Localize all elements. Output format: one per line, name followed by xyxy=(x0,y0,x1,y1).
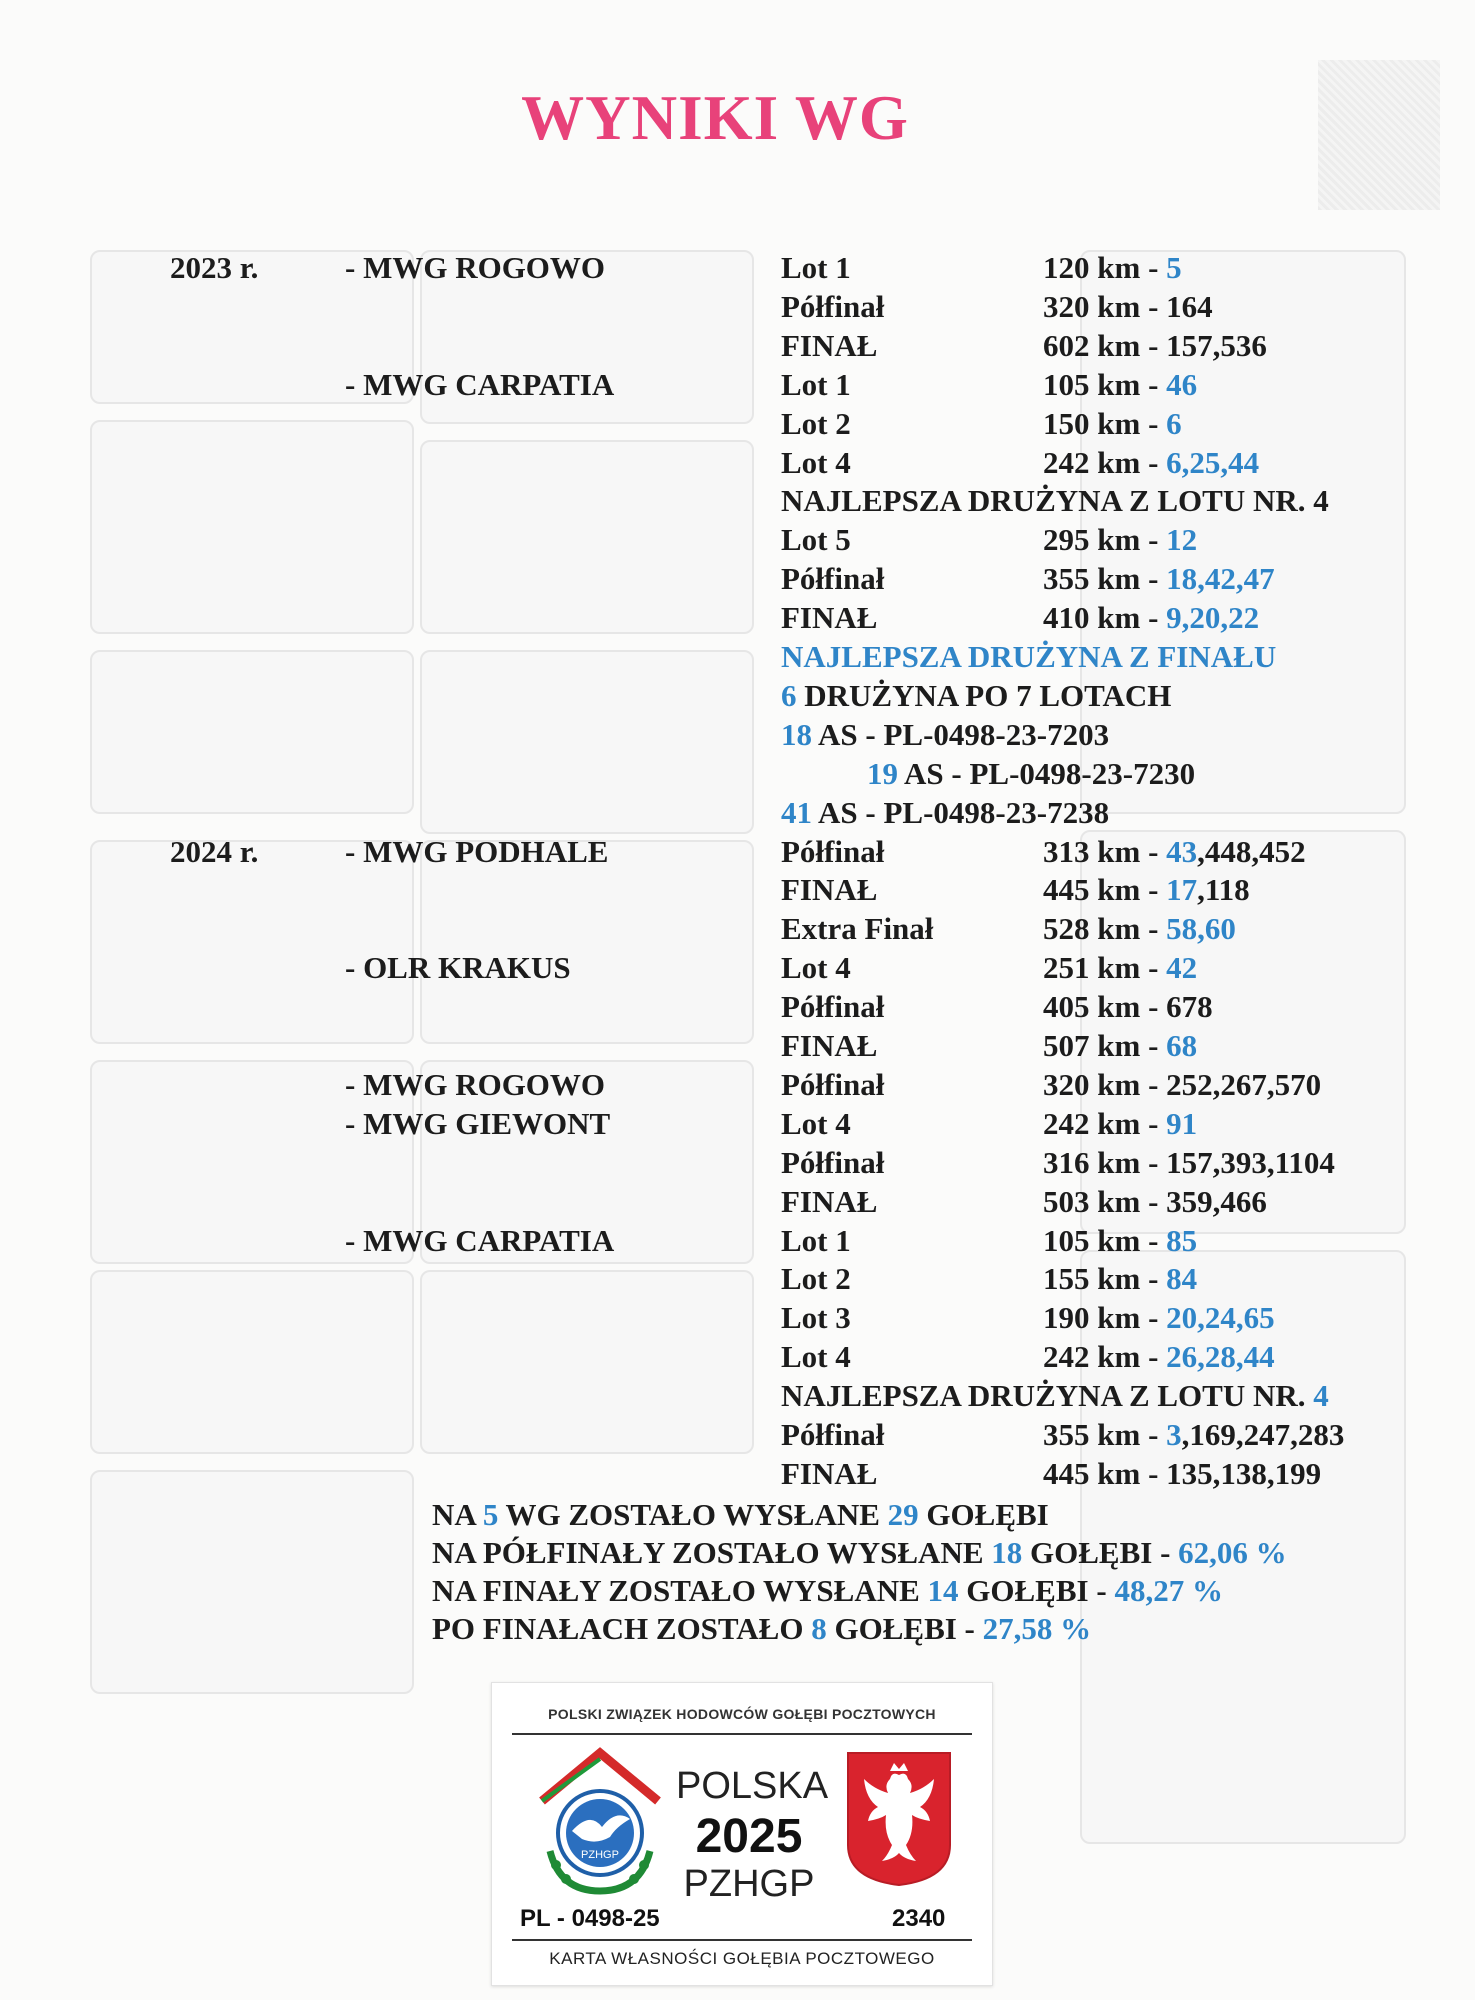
summary-text: NA FINAŁY ZOSTAŁO WYSŁANE xyxy=(432,1573,928,1608)
result-distance: 120 km - 5 xyxy=(1043,250,1182,285)
result-positions: 5 xyxy=(1166,250,1182,285)
summary-text: GOŁĘBI - xyxy=(958,1573,1115,1608)
pzhgp-logo-icon xyxy=(530,1741,670,1903)
result-positions: 84 xyxy=(1166,1261,1198,1296)
result-flight: Lot 4 xyxy=(781,950,851,985)
result-ace-position: 18 xyxy=(781,717,812,752)
result-distance: 602 km - 157,536 xyxy=(1043,328,1267,363)
result-flight: Lot 2 xyxy=(781,406,851,441)
card-footer: KARTA WŁASNOŚCI GOŁĘBIA POCZTOWEGO xyxy=(512,1939,972,1977)
result-ace xyxy=(781,795,1109,831)
summary-line xyxy=(432,1497,1049,1533)
summary-text: WG ZOSTAŁO WYSŁANE xyxy=(498,1497,888,1532)
result-flight: FINAŁ xyxy=(781,328,878,363)
result-positions: 359,466 xyxy=(1166,1184,1267,1219)
result-positions: 164 xyxy=(1166,289,1213,324)
result-note: NAJLEPSZA DRUŻYNA Z LOTU NR. 4 xyxy=(781,1378,1329,1413)
result-flight: Lot 4 xyxy=(781,1339,851,1374)
result-flight: FINAŁ xyxy=(781,1184,878,1219)
summary-value: 5 xyxy=(482,1497,499,1532)
result-positions: 91 xyxy=(1166,1106,1198,1141)
summary-value: 62,06 % xyxy=(1178,1535,1287,1570)
background-box xyxy=(90,1270,414,1454)
result-ace-text: AS - PL-0498-23-7238 xyxy=(812,795,1110,830)
background-box xyxy=(420,440,754,634)
background-box xyxy=(90,420,414,634)
result-year: 2024 r. xyxy=(170,834,259,869)
result-positions: 17 xyxy=(1166,872,1198,907)
card-serial-number: 2340 xyxy=(892,1905,946,1932)
summary-text: GOŁĘBI - xyxy=(826,1611,983,1646)
summary-line xyxy=(432,1535,1287,1571)
card-year: 2025 xyxy=(695,1810,803,1863)
ownership-card xyxy=(491,1682,993,1986)
result-positions: 157,536 xyxy=(1166,328,1267,363)
result-positions: 26,28,44 xyxy=(1166,1339,1275,1374)
summary-text: GOŁĘBI xyxy=(918,1497,1049,1532)
result-distance: 503 km - 359,466 xyxy=(1043,1184,1267,1219)
summary-value: 48,27 % xyxy=(1114,1573,1223,1608)
result-flight: Półfinał xyxy=(781,561,885,596)
result-distance: 507 km - 68 xyxy=(1043,1028,1198,1063)
summary-line xyxy=(432,1611,1091,1647)
result-flight: Lot 5 xyxy=(781,522,851,557)
page-title: WYNIKI WG xyxy=(521,83,909,153)
result-distance: 410 km - 9,20,22 xyxy=(1043,600,1260,635)
result-distance: 355 km - 18,42,47 xyxy=(1043,561,1275,596)
result-flight: Półfinał xyxy=(781,1067,885,1102)
result-distance: 355 km - 3,169,247,283 xyxy=(1043,1417,1345,1452)
summary-text: NA xyxy=(432,1497,483,1532)
result-organization: - MWG ROGOWO xyxy=(345,250,606,285)
summary-value: 29 xyxy=(887,1497,919,1532)
card-country: POLSKA xyxy=(676,1765,829,1807)
summary-value: 18 xyxy=(991,1535,1023,1570)
result-positions: 85 xyxy=(1166,1223,1198,1258)
result-positions: 42 xyxy=(1166,950,1198,985)
summary-line xyxy=(432,1573,1223,1609)
result-positions-extra: ,448,452 xyxy=(1197,834,1306,869)
result-flight: FINAŁ xyxy=(781,1028,878,1063)
result-distance: 155 km - 84 xyxy=(1043,1261,1198,1296)
result-flight: Lot 4 xyxy=(781,1106,851,1141)
result-flight: Lot 2 xyxy=(781,1261,851,1296)
result-positions: 12 xyxy=(1166,522,1198,557)
result-distance: 316 km - 157,393,1104 xyxy=(1043,1145,1335,1180)
result-distance: 295 km - 12 xyxy=(1043,522,1198,557)
background-bleed-photo xyxy=(1318,60,1440,210)
card-ring-number: PL - 0498-25 xyxy=(520,1905,660,1932)
result-distance: 190 km - 20,24,65 xyxy=(1043,1300,1275,1335)
result-positions: 6,25,44 xyxy=(1166,445,1260,480)
result-distance: 242 km - 26,28,44 xyxy=(1043,1339,1275,1374)
card-org: PZHGP xyxy=(683,1863,815,1905)
result-distance: 320 km - 164 xyxy=(1043,289,1213,324)
background-box xyxy=(90,650,414,814)
summary-text: NA PÓŁFINAŁY ZOSTAŁO WYSŁANE xyxy=(432,1535,992,1570)
result-flight: Półfinał xyxy=(781,1145,885,1180)
result-flight: Półfinał xyxy=(781,834,885,869)
result-positions-extra: ,169,247,283 xyxy=(1181,1417,1345,1452)
result-organization: - MWG CARPATIA xyxy=(345,367,615,402)
svg-text:PZHGP: PZHGP xyxy=(581,1849,619,1861)
result-note-number: 4 xyxy=(1313,1378,1329,1413)
result-note: NAJLEPSZA DRUŻYNA Z LOTU NR. 4 xyxy=(781,483,1329,518)
result-ace xyxy=(781,678,1171,714)
result-flight: Lot 4 xyxy=(781,445,851,480)
result-distance: 242 km - 91 xyxy=(1043,1106,1198,1141)
result-note: NAJLEPSZA DRUŻYNA Z FINAŁU xyxy=(781,639,1277,674)
summary-text: PO FINAŁACH ZOSTAŁO xyxy=(432,1611,812,1646)
result-distance: 150 km - 6 xyxy=(1043,406,1182,441)
result-distance: 405 km - 678 xyxy=(1043,989,1213,1024)
result-year: 2023 r. xyxy=(170,250,259,285)
summary-text: GOŁĘBI - xyxy=(1022,1535,1179,1570)
result-ace-text: DRUŻYNA PO 7 LOTACH xyxy=(796,678,1172,713)
result-positions: 18,42,47 xyxy=(1166,561,1275,596)
result-distance: 105 km - 46 xyxy=(1043,367,1198,402)
result-positions-extra: ,118 xyxy=(1197,872,1250,907)
result-positions: 157,393,1104 xyxy=(1166,1145,1335,1180)
result-organization: - MWG GIEWONT xyxy=(345,1106,611,1141)
result-flight: Lot 1 xyxy=(781,1223,851,1258)
result-flight: Półfinał xyxy=(781,989,885,1024)
result-positions: 6 xyxy=(1166,406,1182,441)
result-positions: 252,267,570 xyxy=(1166,1067,1322,1102)
result-positions: 68 xyxy=(1166,1028,1198,1063)
summary-value: 27,58 % xyxy=(982,1611,1092,1646)
summary-value: 14 xyxy=(927,1573,959,1608)
background-box xyxy=(90,840,414,1044)
result-flight: FINAŁ xyxy=(781,872,878,907)
result-flight: Lot 3 xyxy=(781,1300,851,1335)
result-organization: - OLR KRAKUS xyxy=(345,950,571,985)
result-ace-text: AS - PL-0498-23-7203 xyxy=(812,717,1110,752)
result-distance: 528 km - 58,60 xyxy=(1043,911,1236,946)
result-positions: 678 xyxy=(1166,989,1213,1024)
result-ace xyxy=(781,717,1109,753)
result-distance: 251 km - 42 xyxy=(1043,950,1198,985)
result-flight: Extra Finał xyxy=(781,911,934,946)
result-flight: FINAŁ xyxy=(781,1456,878,1491)
result-organization: - MWG ROGOWO xyxy=(345,1067,606,1102)
background-box xyxy=(420,650,754,834)
result-distance: 313 km - 43,448,452 xyxy=(1043,834,1306,869)
result-distance: 242 km - 6,25,44 xyxy=(1043,445,1260,480)
background-box xyxy=(420,1270,754,1454)
result-ace xyxy=(867,756,1195,792)
result-ace-position: 19 xyxy=(867,756,898,791)
result-ace-position: 6 xyxy=(781,678,797,713)
result-ace-text: AS - PL-0498-23-7230 xyxy=(898,756,1196,791)
result-positions: 3 xyxy=(1166,1417,1182,1452)
result-flight: Półfinał xyxy=(781,289,885,324)
result-distance: 320 km - 252,267,570 xyxy=(1043,1067,1322,1102)
result-distance: 105 km - 85 xyxy=(1043,1223,1198,1258)
result-flight: FINAŁ xyxy=(781,600,878,635)
result-ace-position: 41 xyxy=(781,795,812,830)
polish-eagle-emblem-icon xyxy=(844,1749,954,1889)
summary-value: 8 xyxy=(811,1611,827,1646)
result-organization: - MWG CARPATIA xyxy=(345,1223,615,1258)
result-positions: 58,60 xyxy=(1166,911,1236,946)
result-positions: 135,138,199 xyxy=(1166,1456,1322,1491)
result-positions: 46 xyxy=(1166,367,1198,402)
result-positions: 9,20,22 xyxy=(1166,600,1260,635)
background-box xyxy=(420,840,754,1044)
result-positions: 20,24,65 xyxy=(1166,1300,1275,1335)
background-box xyxy=(90,1470,414,1694)
result-flight: Lot 1 xyxy=(781,250,851,285)
result-flight: Półfinał xyxy=(781,1417,885,1452)
card-header: POLSKI ZWIĄZEK HODOWCÓW GOŁĘBI POCZTOWYCH xyxy=(512,1695,972,1735)
result-organization: - MWG PODHALE xyxy=(345,834,609,869)
result-distance: 445 km - 135,138,199 xyxy=(1043,1456,1322,1491)
result-distance: 445 km - 17,118 xyxy=(1043,872,1250,907)
result-flight: Lot 1 xyxy=(781,367,851,402)
result-positions: 43 xyxy=(1166,834,1198,869)
